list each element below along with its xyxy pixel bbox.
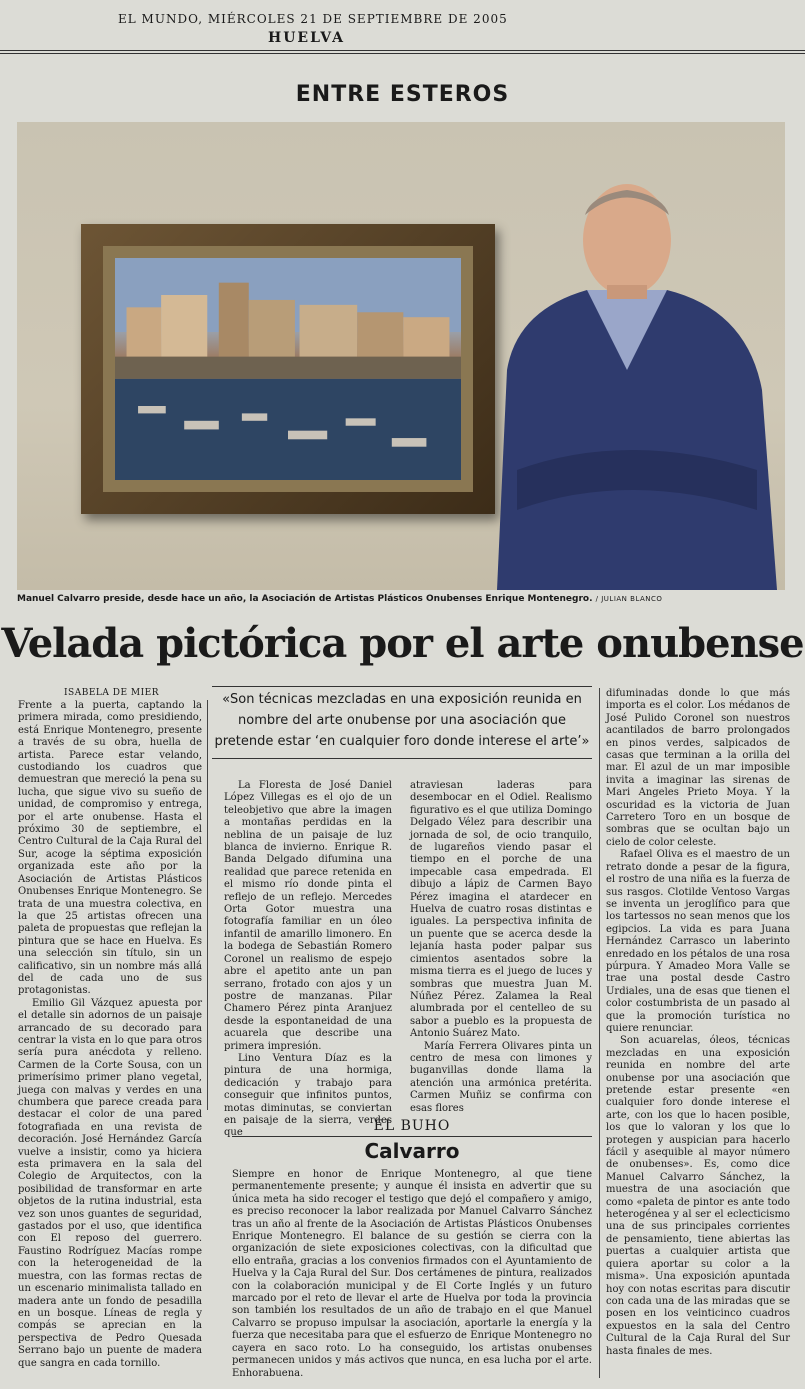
column-divider xyxy=(599,688,600,1378)
portrait-man xyxy=(477,170,777,590)
sidebar-title: Calvarro xyxy=(364,1139,460,1163)
photo-credit: / JULIAN BLANCO xyxy=(595,595,663,603)
byline: ISABELA DE MIER xyxy=(64,688,160,698)
paragraph: Rafael Oliva es el maestro de un retrato donde a pesar de la figura, el rostro de una niña es la fuerza de sus rasgos. Clotilde Ventoso Vargas se inventa un jeroglífico para que los tartessos no sean menos que los egipcios. La vida es para Juana Hernández Carrasco un laberinto enredado en los pétalos de una rosa púrpura. Y Amadeo Mora Valle se trae una postal desde Castro Urdiales, una de esas que tienen el color costumbrista de un pasado al que la promoción turística no quiere renunciar. xyxy=(606,849,790,1034)
sidebar-kicker: EL BUHO xyxy=(232,1118,592,1137)
harbour-painting xyxy=(115,258,461,480)
article-headline: Velada pictórica por el arte onubense xyxy=(1,620,804,667)
painting-image xyxy=(115,258,461,480)
paragraph: Lino Ventura Díaz es la pintura de una hormiga, dedicación y trabajo para conseguir que infinitos puntos, motas diminutas, se conviertan en paisaje de la sierra, verdes que xyxy=(224,1052,392,1139)
column-2 xyxy=(224,780,392,1139)
column-3 xyxy=(410,780,592,1114)
caption-text: Manuel Calvarro preside, desde hace un año, la Asociación de Artistas Plásticos Onubenses Enrique Montenegro. xyxy=(17,594,593,604)
pull-quote: «Son técnicas mezcladas en una exposición reunida en nombre del arte onubense por una asociación que pretende estar ‘en cualquier foro donde interese el arte’» xyxy=(212,686,592,759)
section-kicker: ENTRE ESTEROS xyxy=(295,82,510,107)
column-4 xyxy=(606,688,790,1382)
main-photo xyxy=(17,122,785,590)
paragraph: Emilio Gil Vázquez apuesta por el detalle sin adornos de un paisaje arrancado de su decorado para centrar la vista en lo que para otros sería pura anécdota y relleno. Carmen de la Corte Sousa, con un primerísimo primer plano vegetal, juega con malvas y verdes en una chumbera que parece creada para destacar el color de una pared fotografiada en una revista de decoración. José Hernández García vuelve a insistir, como ya hiciera esta primavera en la sala del Colegio de Arquitectos, con la posibilidad de transformar en arte objetos de la rutina industrial, esta vez son unos guantes de seguridad, gastados por el uso, que identifica con El reposo del guerrero. Faustino Rodríguez Macías rompe con la heterogeneidad de la muestra, con las formas rectas de un escenario minimalista tallado en madera ante un fondo de pesadilla en un bosque. Líneas de regla y compás se aprecian en la perspectiva de Pedro Quesada Serrano bajo un puente de madera que sangra en cada tornillo. xyxy=(18,997,202,1369)
masthead-rule-double xyxy=(0,53,805,54)
issue-date: EL MUNDO, MIÉRCOLES 21 DE SEPTIEMBRE DE 2005 xyxy=(118,12,508,26)
paragraph: Frente a la puerta, captando la primera mirada, como presidiendo, está Enrique Montenegro, presente a través de su obra, huella de artista. Parece estar velando, custodiando los cuadros que demuestran que mereció la pena su lucha, que sigue vivo su sueño de unidad, de compromiso y entrega, por el arte onubense. Hasta el próximo 30 de septiembre, el Centro Cultural de la Caja Rural del Sur, acoge la séptima exposición organizada este año por la Asociación de Artistas Plásticos Onubenses Enrique Montenegro. Se trata de una muestra colectiva, en la que 25 artistas ofrecen una paleta de propuestas que reflejan la pintura que se hace en Huelva. Es una selección sin título, sin un calificativo, sin un nombre más allá del de cada uno de sus protagonistas. xyxy=(18,700,203,997)
paragraph: María Ferrera Olivares pinta un centro de mesa con limones y buganvillas donde llama la atención una armónica pretérita. Carmen Muñiz se confirma con esas flores xyxy=(410,1040,592,1114)
paragraph: Son acuarelas, óleos, técnicas mezcladas en una exposición reunida en nombre del arte onubense por una asociación que pretende estar presente «en cualquier foro donde interese el arte, con los que lo hacen posible, los que lo valoran y los que lo protegen y auspician para hacerlo fácil y asequible al mayor número de onubenses». Es, como dice Manuel Calvarro Sánchez, la muestra de una asociación que como «paleta de pintor es ante todo heterogénea y al ser el eclecticismo una de sus principales corrientes de pensamiento, tiene abiertas las puertas a cualquier artista que quiera aportar su color a la misma». Una exposición apuntada hoy con notas escritas para discutir con cada una de las miradas que se posen en los veinticinco cuadros expuestos en la sala del Centro Cultural de la Caja Rural del Sur hasta finales de mes. xyxy=(606,1035,790,1357)
column-divider xyxy=(207,700,208,1110)
paragraph: La Floresta de José Daniel López Villegas es el ojo de un teleobjetivo que abre la imagen a montañas perdidas en la neblina de un paisaje de luz blanca de invierno. Enrique R. Banda Delgado difumina una realidad que parece retenida en el mismo río donde pinta el reflejo de un reflejo. Mercedes Orta Gotor muestra una fotografía familiar en un óleo infantil de amarillo limonero. En la bodega de Sebastián Romero Coronel un realismo de espejo abre el apetito ante un pan serrano, frotado con ajos y un postre de manzanas. Pilar Chamero Pérez pinta Aranjuez desde la espontaneidad de una acuarela que describe una primera impresión. xyxy=(224,780,392,1052)
sidebar-body: Siempre en honor de Enrique Montenegro, al que tiene permanentemente presente; y aunque él insista en advertir que su única meta ha sido recoger el testigo que dejó el compañero y amigo, es preciso reconocer la labor realizada por Manuel Calvarro Sánchez tras un año al frente de la Asociación de Artistas Plásticos Onubenses Enrique Montenegro. El balance de su gestión se cierra con la organización de siete exposiciones colectivas, con la dificultad que ello entraña, gracias a los convenios firmados con el Ayuntamiento de Huelva y la Caja Rural del Sur. Dos certámenes de pintura, realizados con la colaboración municipal y de El Corte Inglés y un futuro marcado por el reto de llevar el arte de Huelva por toda la provincia son también los resultados de un año de trabajo en el que Manuel Calvarro se propuso impulsar la asociación, aportarle la energía y la fuerza que necesitaba para que el esfuerzo de Enrique Montenegro no cayera en saco roto. Lo ha conseguido, los artistas onubenses permanecen unidos y más activos que nunca, en esa lucha por el arte. Enhorabuena. xyxy=(232,1169,592,1379)
sidebar-el-buho xyxy=(232,1118,592,1380)
masthead xyxy=(0,10,805,52)
paragraph: atraviesan laderas para desembocar en el Odiel. Realismo figurativo es el que utiliza Domingo Delgado Vélez para describir una jornada de sol, de ocio tranquilo, de lugareños viendo pasar el tiempo en el porche de una impecable casa empedrada. El dibujo a lápiz de Carmen Bayo Pérez imagina el atardecer en Huelva de cuatro rosas distintas e iguales. La perspectiva infinita de un puente que se acerca desde la lejanía hasta poder palpar sus cimientos asentados sobre la misma tierra es el juego de luces y sombras que muestra Juan M. Núñez Pérez. Zalamea la Real alumbrada por el centelleo de su sabor a pueblo es la propuesta de Antonio Suárez Mato. xyxy=(410,780,592,1040)
masthead-rule xyxy=(0,50,805,51)
paragraph: difuminadas donde lo que más importa es el color. Los médanos de José Pulido Coronel son nuestros acantilados de barro prolongados en pinos verdes, salpicados de casas que terminan a la orilla del mar. El azul de un mar imposible invita a imaginar las sirenas de Mari Angeles Prieto Moya. Y la oscuridad es la victoria de Juan Carretero Toro en un bosque de sombras que se ocultan bajo un cielo de color celeste. xyxy=(606,688,790,848)
painting-frame xyxy=(81,224,495,514)
column-1 xyxy=(18,700,202,1380)
section-name: HUELVA xyxy=(268,30,345,46)
photo-caption xyxy=(17,594,785,604)
